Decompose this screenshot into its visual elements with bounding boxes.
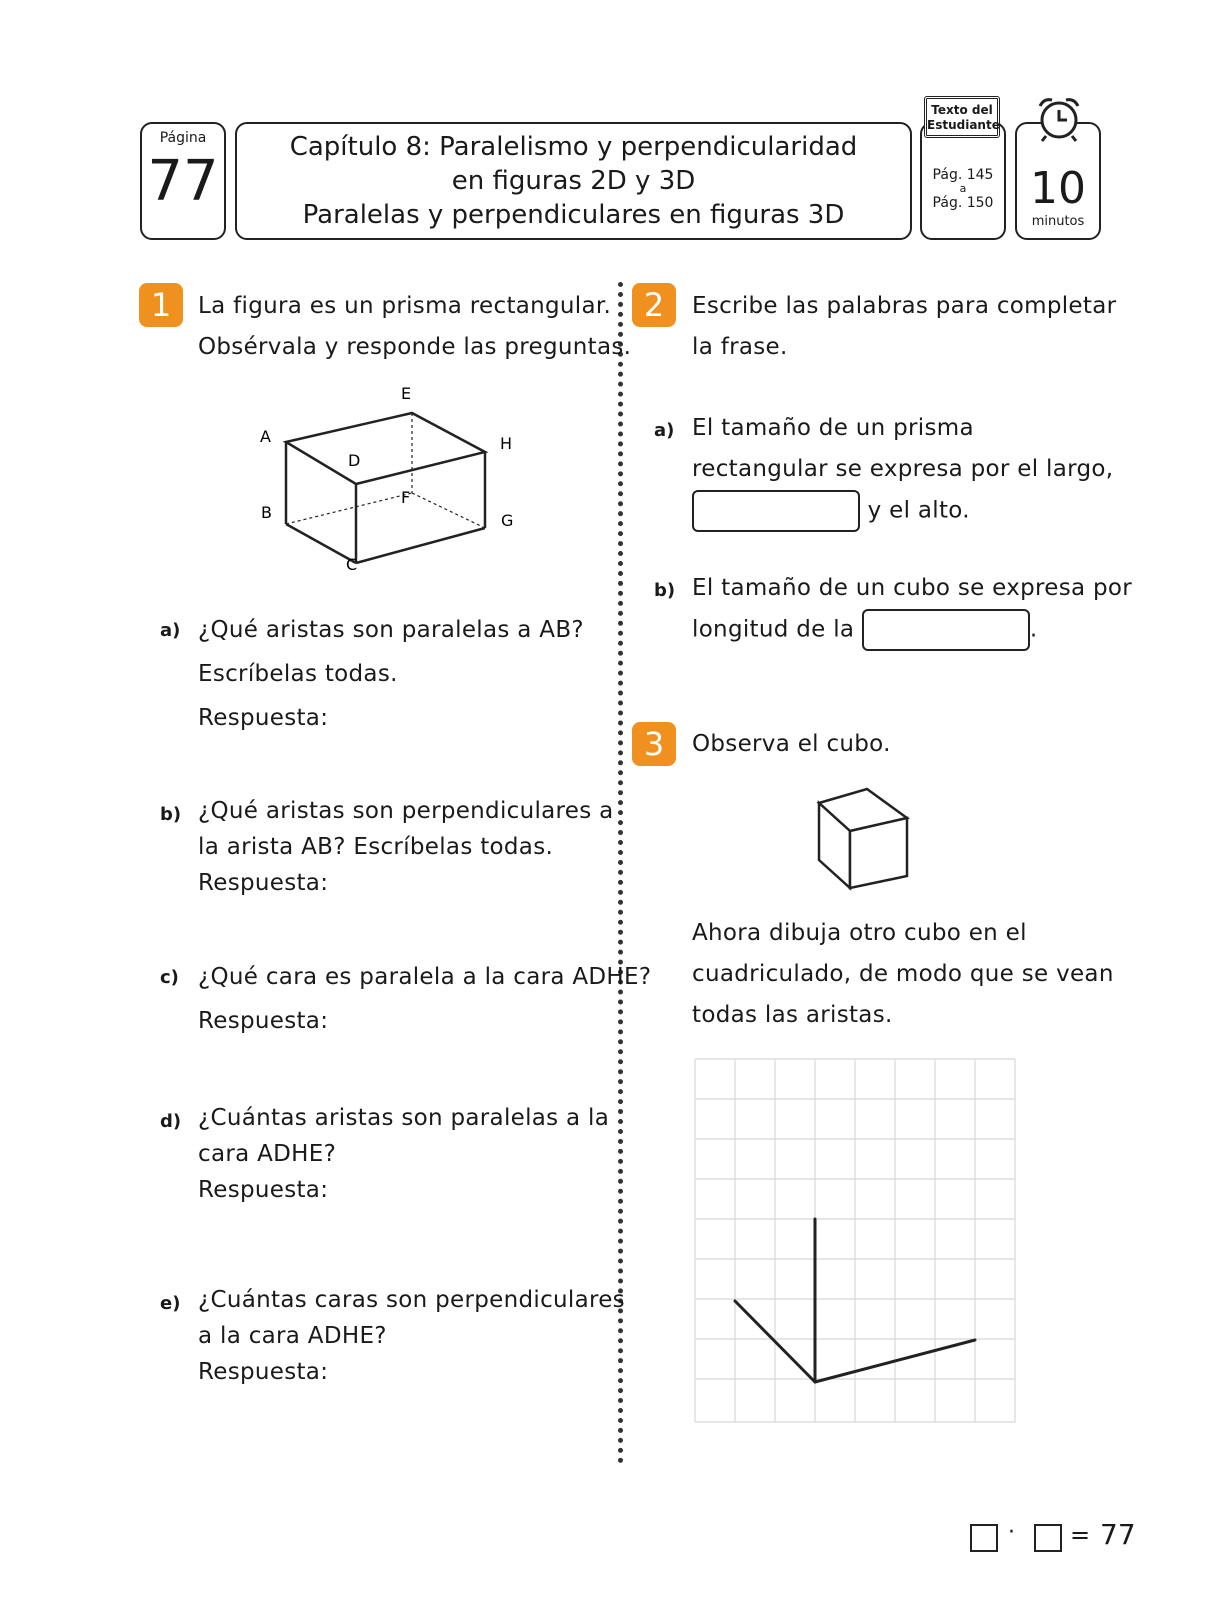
- prism-top-face: [286, 413, 485, 484]
- time-value: 10: [1030, 163, 1086, 214]
- vertex-label-a: A: [260, 427, 271, 446]
- drawing-grid[interactable]: [694, 1058, 1018, 1424]
- cube-right-face: [850, 818, 907, 888]
- section-3-instruction: Observa el cubo.: [692, 731, 891, 757]
- equation-box-1[interactable]: [970, 1524, 998, 1552]
- edge-cg: [356, 528, 485, 563]
- question-c-text: ¿Qué cara es paralela a la cara ADHE? Respuesta:: [198, 955, 651, 1043]
- alarm-clock-icon: [1036, 96, 1082, 142]
- textbook-reference-box: [920, 122, 1006, 240]
- vertex-label-c: C: [346, 555, 358, 574]
- equals-sign: =: [1070, 1521, 1091, 1549]
- question-a-label: a): [160, 620, 181, 641]
- answer-label: Respuesta:: [198, 870, 329, 896]
- question-e-text: ¿Cuántas caras son perpendiculares a la cara ADHE? Respuesta:: [198, 1282, 625, 1390]
- rectangular-prism-figure: [250, 385, 530, 595]
- answer-box-edge[interactable]: [862, 609, 1030, 651]
- section-2-b-text: El tamaño de un cubo se expresa por longitud de la .: [692, 568, 1132, 651]
- page-number: 77: [147, 149, 219, 214]
- vertex-label-g: G: [501, 511, 514, 530]
- answer-box-width[interactable]: [692, 490, 860, 532]
- ref-from: Pág. 145: [932, 167, 994, 183]
- question-b-text: ¿Qué aristas son perpendiculares a la arista AB? Escríbelas todas. Respuesta:: [198, 793, 614, 901]
- lesson-title: Paralelas y perpendiculares en figuras 3D: [302, 200, 845, 230]
- ref-to-word: a: [959, 182, 967, 195]
- vertex-label-b: B: [261, 503, 272, 522]
- chapter-title-line-2: en figuras 2D y 3D: [451, 166, 696, 196]
- page-number-box: [140, 122, 226, 240]
- grid-lines: [695, 1059, 1015, 1422]
- cube-figure: [815, 786, 911, 892]
- section-3-number: 3: [632, 722, 676, 766]
- section-2-number: 2: [632, 283, 676, 327]
- section-1-instruction: La figura es un prisma rectangular. Obsérvala y responde las preguntas.: [198, 293, 632, 360]
- question-b-label: b): [160, 804, 182, 825]
- section-2-instruction: Escribe las palabras para completar la frase.: [692, 293, 1117, 360]
- answer-label: Respuesta:: [198, 1177, 329, 1203]
- section-3-text: Ahora dibuja otro cubo en el cuadriculado, de modo que se vean todas las aristas.: [692, 920, 1114, 1028]
- page-label: Página: [159, 130, 207, 146]
- question-e-label: e): [160, 1293, 181, 1314]
- time-unit: minutos: [1031, 214, 1085, 229]
- question-c-label: c): [160, 967, 179, 988]
- hidden-edge-bf: [286, 493, 412, 524]
- ref-to: Pág. 150: [932, 195, 994, 211]
- chapter-title-line-1: Capítulo 8: Paralelismo y perpendicularidad: [289, 132, 858, 162]
- multiply-dot: ·: [1008, 1520, 1015, 1545]
- answer-label: Respuesta:: [198, 705, 329, 731]
- chapter-title-box: [235, 122, 912, 240]
- section-2-b-label: b): [654, 580, 676, 601]
- book-icon: Texto del Estudiante: [924, 96, 1000, 138]
- hidden-edge-fg: [412, 493, 485, 528]
- section-1-number: 1: [139, 283, 183, 327]
- vertex-label-h: H: [500, 434, 513, 453]
- answer-label: Respuesta:: [198, 1008, 329, 1034]
- question-d-label: d): [160, 1111, 182, 1132]
- vertex-label-e: E: [401, 385, 412, 403]
- section-2-a-text: El tamaño de un prisma rectangular se expresa por el largo, y el alto.: [692, 408, 1113, 532]
- answer-label: Respuesta:: [198, 1359, 329, 1385]
- question-d-text: ¿Cuántas aristas son paralelas a la cara ADHE? Respuesta:: [198, 1100, 609, 1208]
- question-a-text: ¿Qué aristas son paralelas a AB? Escríbelas todas. Respuesta:: [198, 608, 584, 740]
- section-2-a-label: a): [654, 420, 675, 441]
- vertex-label-d: D: [348, 451, 361, 470]
- vertex-label-f: F: [401, 488, 411, 507]
- equation-result: 77: [1100, 1518, 1136, 1551]
- equation-box-2[interactable]: [1034, 1524, 1062, 1552]
